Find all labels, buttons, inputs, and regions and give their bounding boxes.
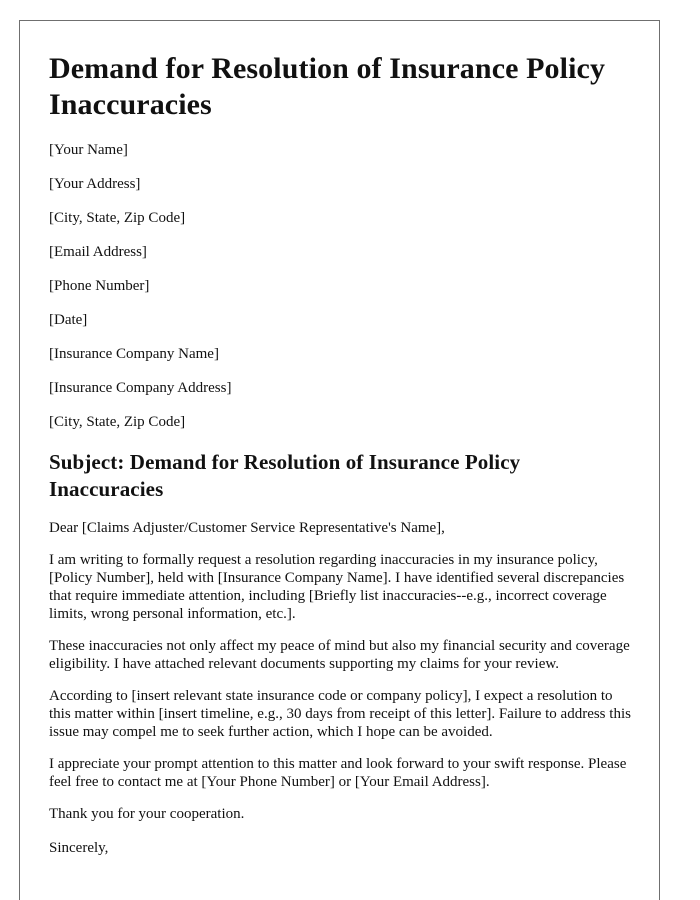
sender-city-state-zip: [City, State, Zip Code] — [49, 210, 186, 226]
sender-phone: [Phone Number] — [49, 278, 150, 294]
sender-email: [Email Address] — [49, 244, 147, 260]
letter-salutation: Dear [Claims Adjuster/Customer Service Representative's Name], — [49, 520, 445, 536]
letter-subject: Subject: Demand for Resolution of Insurance Policy Inaccuracies — [49, 450, 521, 501]
sender-address: [Your Address] — [49, 176, 141, 192]
recipient-company-name: [Insurance Company Name] — [49, 346, 219, 362]
recipient-city-state-zip: [City, State, Zip Code] — [49, 414, 186, 430]
body-paragraph: According to [insert relevant state insurance code or company policy], I expect a resolution to this matter within [insert timeline, e.g., 30 days from receipt of this letter]. Failure to address this issue may compel me to seek further action, which I hope can be avoided. — [49, 688, 631, 740]
body-paragraph: Thank you for your cooperation. — [49, 806, 245, 822]
body-paragraph: I appreciate your prompt attention to this matter and look forward to your swift response. Please feel free to contact me at [Your Phone Number] or [Your Email Address]. — [49, 756, 627, 790]
sender-name: [Your Name] — [49, 142, 128, 158]
recipient-company-address: [Insurance Company Address] — [49, 380, 232, 396]
letter-date: [Date] — [49, 312, 88, 328]
letter-closing: Sincerely, — [49, 840, 109, 856]
letter-page — [19, 20, 660, 900]
letter-title: Demand for Resolution of Insurance Policy Inaccuracies — [49, 52, 606, 121]
body-paragraph: I am writing to formally request a resolution regarding inaccuracies in my insurance policy, [Policy Number], held with [Insurance Company Name]. I have identified several discrepancies that require immediate attention, including [Briefly list inaccuracies--e.g., incorrect coverage limits, wrong personal information, etc.]. — [49, 552, 625, 622]
body-paragraph: These inaccuracies not only affect my peace of mind but also my financial security and coverage eligibility. I have attached relevant documents supporting my claims for your review. — [49, 638, 630, 672]
letter-content — [49, 51, 631, 871]
